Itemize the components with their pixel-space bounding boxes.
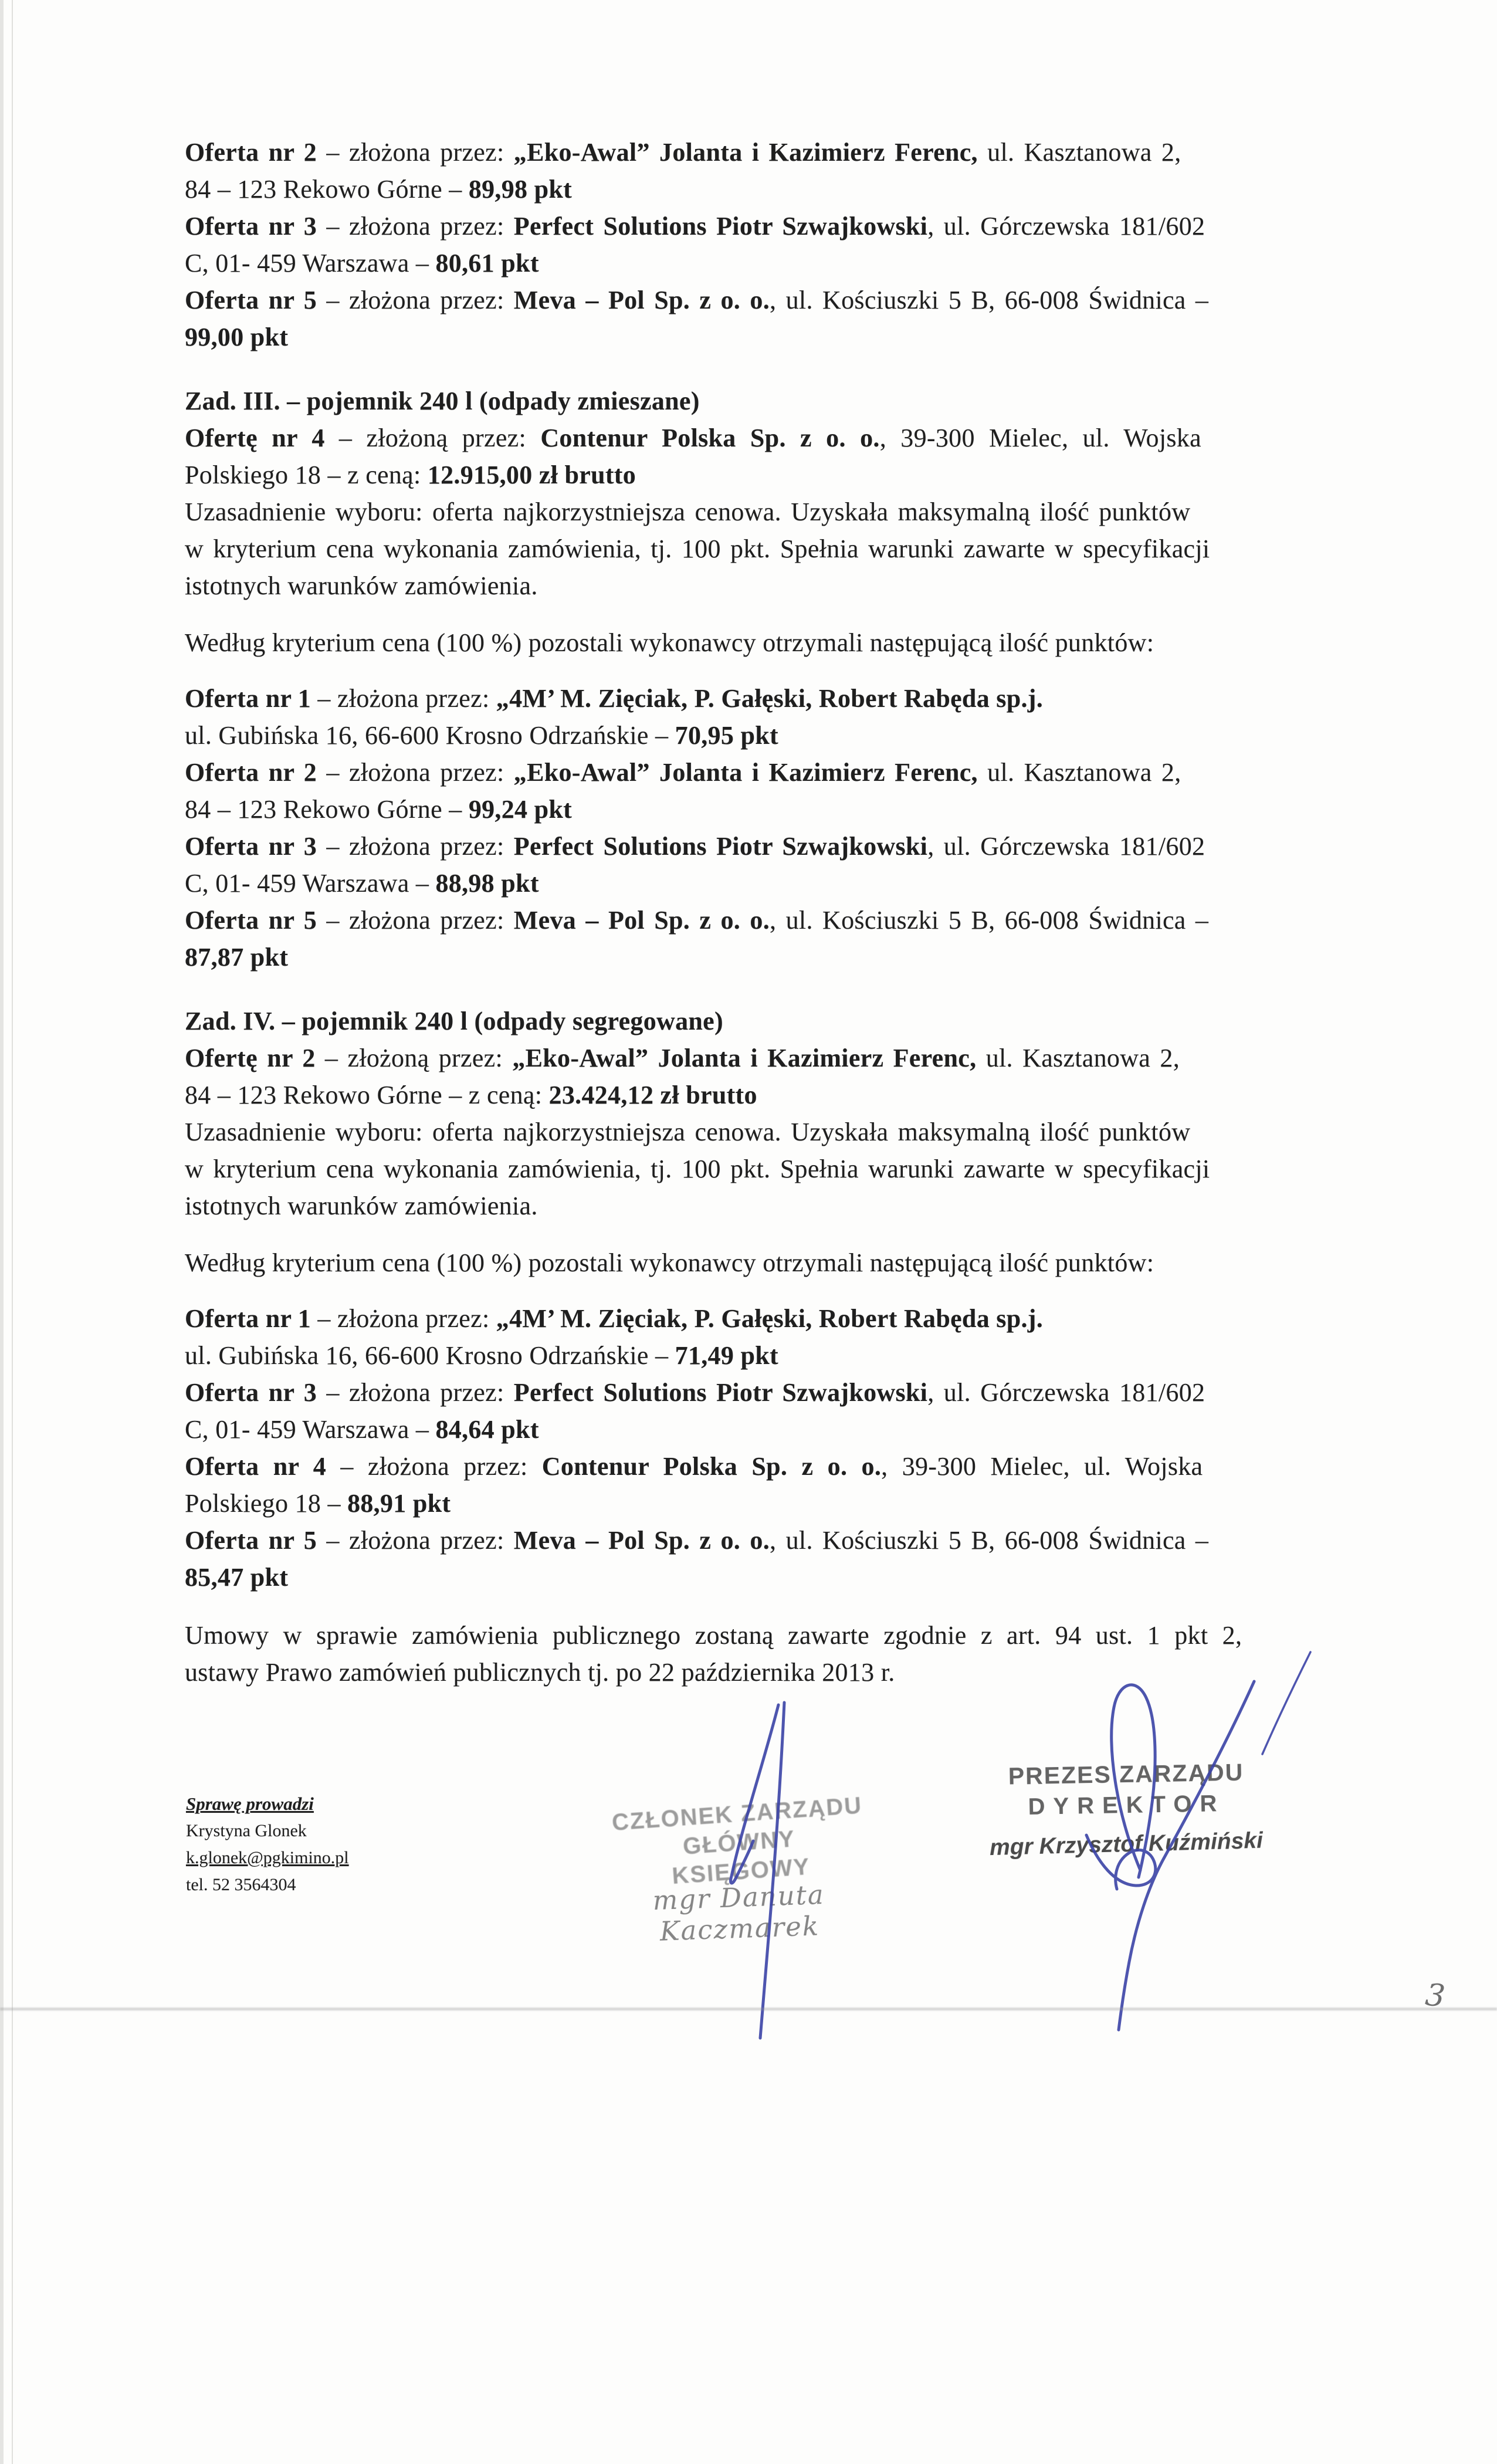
text-line: Oferta nr 3 – złożona przez: Perfect Solutions Piotr Szwajkowski, ul. Górczewska 181/602: [185, 1378, 1205, 1407]
accountant-stamp-line2: GŁÓWNY KSIĘGOWY: [671, 1826, 811, 1890]
president-stamp-line2: DYREKTOR: [1028, 1791, 1225, 1820]
text-line: Oferta nr 5 – złożona przez: Meva – Pol Sp. z o. o., ul. Kościuszki 5 B, 66-008 Świdnica –: [185, 906, 1209, 935]
text-line: Oferta nr 1 – złożona przez: „4M’ M. Zięciak, P. Gałęski, Robert Rabęda sp.j.: [185, 684, 1044, 713]
president-stamp-signature-name: mgr Krzysztof Kuźmiński: [989, 1827, 1264, 1861]
text-line: Oferta nr 4 – złożona przez: Contenur Polska Sp. z o. o., 39-300 Mielec, ul. Wojska: [185, 1452, 1203, 1481]
text-line: w kryterium cena wykonania zamówienia, tj. 100 pkt. Spełnia warunki zawarte w specyfikacji: [185, 1155, 1210, 1183]
text-block: [185, 1040, 1308, 1224]
text-line: Oferta nr 5 – złożona przez: Meva – Pol Sp. z o. o., ul. Kościuszki 5 B, 66-008 Świdnica –: [185, 286, 1209, 314]
text-line: Ofertę nr 4 – złożoną przez: Contenur Polska Sp. z o. o., 39-300 Mielec, ul. Wojska: [185, 424, 1201, 452]
text-block: [185, 134, 1308, 356]
handwritten-page-number: 3: [1423, 1977, 1447, 2015]
text-line: Według kryterium cena (100 %) pozostali wykonawcy otrzymali następującą ilość punktów:: [185, 1248, 1154, 1277]
text-line: Uzasadnienie wyboru: oferta najkorzystniejsza cenowa. Uzyskała maksymalną ilość punktów: [185, 497, 1191, 526]
document-body: [185, 134, 1308, 1691]
text-line: Oferta nr 2 – złożona przez: „Eko-Awal” Jolanta i Kazimierz Ferenc, ul. Kasztanowa 2,: [185, 138, 1181, 167]
text-line: 84 – 123 Rekowo Górne – 89,98 pkt: [185, 175, 573, 204]
text-line: 99,00 pkt: [185, 323, 289, 351]
text-block: [185, 1617, 1308, 1691]
text-line: 84 – 123 Rekowo Górne – 99,24 pkt: [185, 795, 573, 824]
text-line: Oferta nr 3 – złożona przez: Perfect Solutions Piotr Szwajkowski, ul. Górczewska 181/602: [185, 212, 1205, 241]
text-line: Oferta nr 5 – złożona przez: Meva – Pol Sp. z o. o., ul. Kościuszki 5 B, 66-008 Świdnica –: [185, 1526, 1209, 1555]
text-line: istotnych warunków zamówienia.: [185, 571, 538, 600]
text-block: [185, 680, 1308, 976]
text-block: [185, 1244, 1308, 1281]
scan-artifact-line: [0, 2008, 1497, 2011]
text-line: Oferta nr 3 – złożona przez: Perfect Solutions Piotr Szwajkowski, ul. Górczewska 181/602: [185, 832, 1205, 861]
text-line: 85,47 pkt: [185, 1563, 289, 1592]
text-line: Zad. III. – pojemnik 240 l (odpady zmieszane): [185, 387, 700, 415]
case-handler-name: Krystyna Glonek: [186, 1821, 307, 1840]
text-line: C, 01- 459 Warszawa – 84,64 pkt: [185, 1415, 539, 1444]
text-line: Uzasadnienie wyboru: oferta najkorzystniejsza cenowa. Uzyskała maksymalną ilość punktów: [185, 1118, 1191, 1146]
section-heading: [185, 1003, 1308, 1040]
text-line: ul. Gubińska 16, 66-600 Krosno Odrzańskie – 70,95 pkt: [185, 721, 778, 750]
text-line: w kryterium cena wykonania zamówienia, tj. 100 pkt. Spełnia warunki zawarte w specyfikacji: [185, 534, 1210, 563]
text-line: C, 01- 459 Warszawa – 80,61 pkt: [185, 249, 539, 277]
president-stamp-line1: PREZES ZARZĄDU: [1008, 1758, 1244, 1790]
text-line: Polskiego 18 – z ceną: 12.915,00 zł brutto: [185, 461, 636, 489]
text-line: ustawy Prawo zamówień publicznych tj. po 22 października 2013 r.: [185, 1658, 895, 1687]
scan-edge-shadow: [0, 0, 4, 2464]
text-line: ul. Gubińska 16, 66-600 Krosno Odrzańskie – 71,49 pkt: [185, 1341, 778, 1370]
text-block: [185, 419, 1308, 604]
text-block: [185, 1300, 1308, 1596]
text-line: Według kryterium cena (100 %) pozostali wykonawcy otrzymali następującą ilość punktów:: [185, 628, 1154, 657]
text-line: 84 – 123 Rekowo Górne – z ceną: 23.424,12 zł brutto: [185, 1081, 757, 1109]
section-heading: [185, 383, 1308, 419]
case-handler-phone: tel. 52 3564304: [186, 1875, 296, 1894]
text-line: Ofertę nr 2 – złożoną przez: „Eko-Awal” Jolanta i Kazimierz Ferenc, ul. Kasztanowa 2,: [185, 1044, 1180, 1072]
text-line: istotnych warunków zamówienia.: [185, 1192, 538, 1220]
text-line: C, 01- 459 Warszawa – 88,98 pkt: [185, 869, 539, 898]
accountant-stamp-line1: CZŁONEK ZARZĄDU: [611, 1792, 863, 1836]
case-handler-block: [186, 1791, 349, 1898]
case-handler-label: Sprawę prowadzi: [186, 1793, 314, 1814]
text-line: 87,87 pkt: [185, 943, 289, 972]
president-stamp: [997, 1756, 1256, 1823]
text-line: Oferta nr 2 – złożona przez: „Eko-Awal” Jolanta i Kazimierz Ferenc, ul. Kasztanowa 2,: [185, 758, 1181, 787]
text-block: [185, 624, 1308, 661]
accountant-stamp-signature-name: mgr Danuta Kaczmarek: [652, 1879, 825, 1947]
text-line: Umowy w sprawie zamówienia publicznego zostaną zawarte zgodnie z art. 94 ust. 1 pkt 2,: [185, 1621, 1242, 1650]
text-line: Polskiego 18 – 88,91 pkt: [185, 1489, 451, 1518]
text-line: Zad. IV. – pojemnik 240 l (odpady segregowane): [185, 1007, 723, 1035]
scan-fold-line: [12, 0, 13, 2464]
case-handler-email: k.glonek@pgkimino.pl: [186, 1848, 349, 1867]
text-line: Oferta nr 1 – złożona przez: „4M’ M. Zięciak, P. Gałęski, Robert Rabęda sp.j.: [185, 1304, 1044, 1333]
